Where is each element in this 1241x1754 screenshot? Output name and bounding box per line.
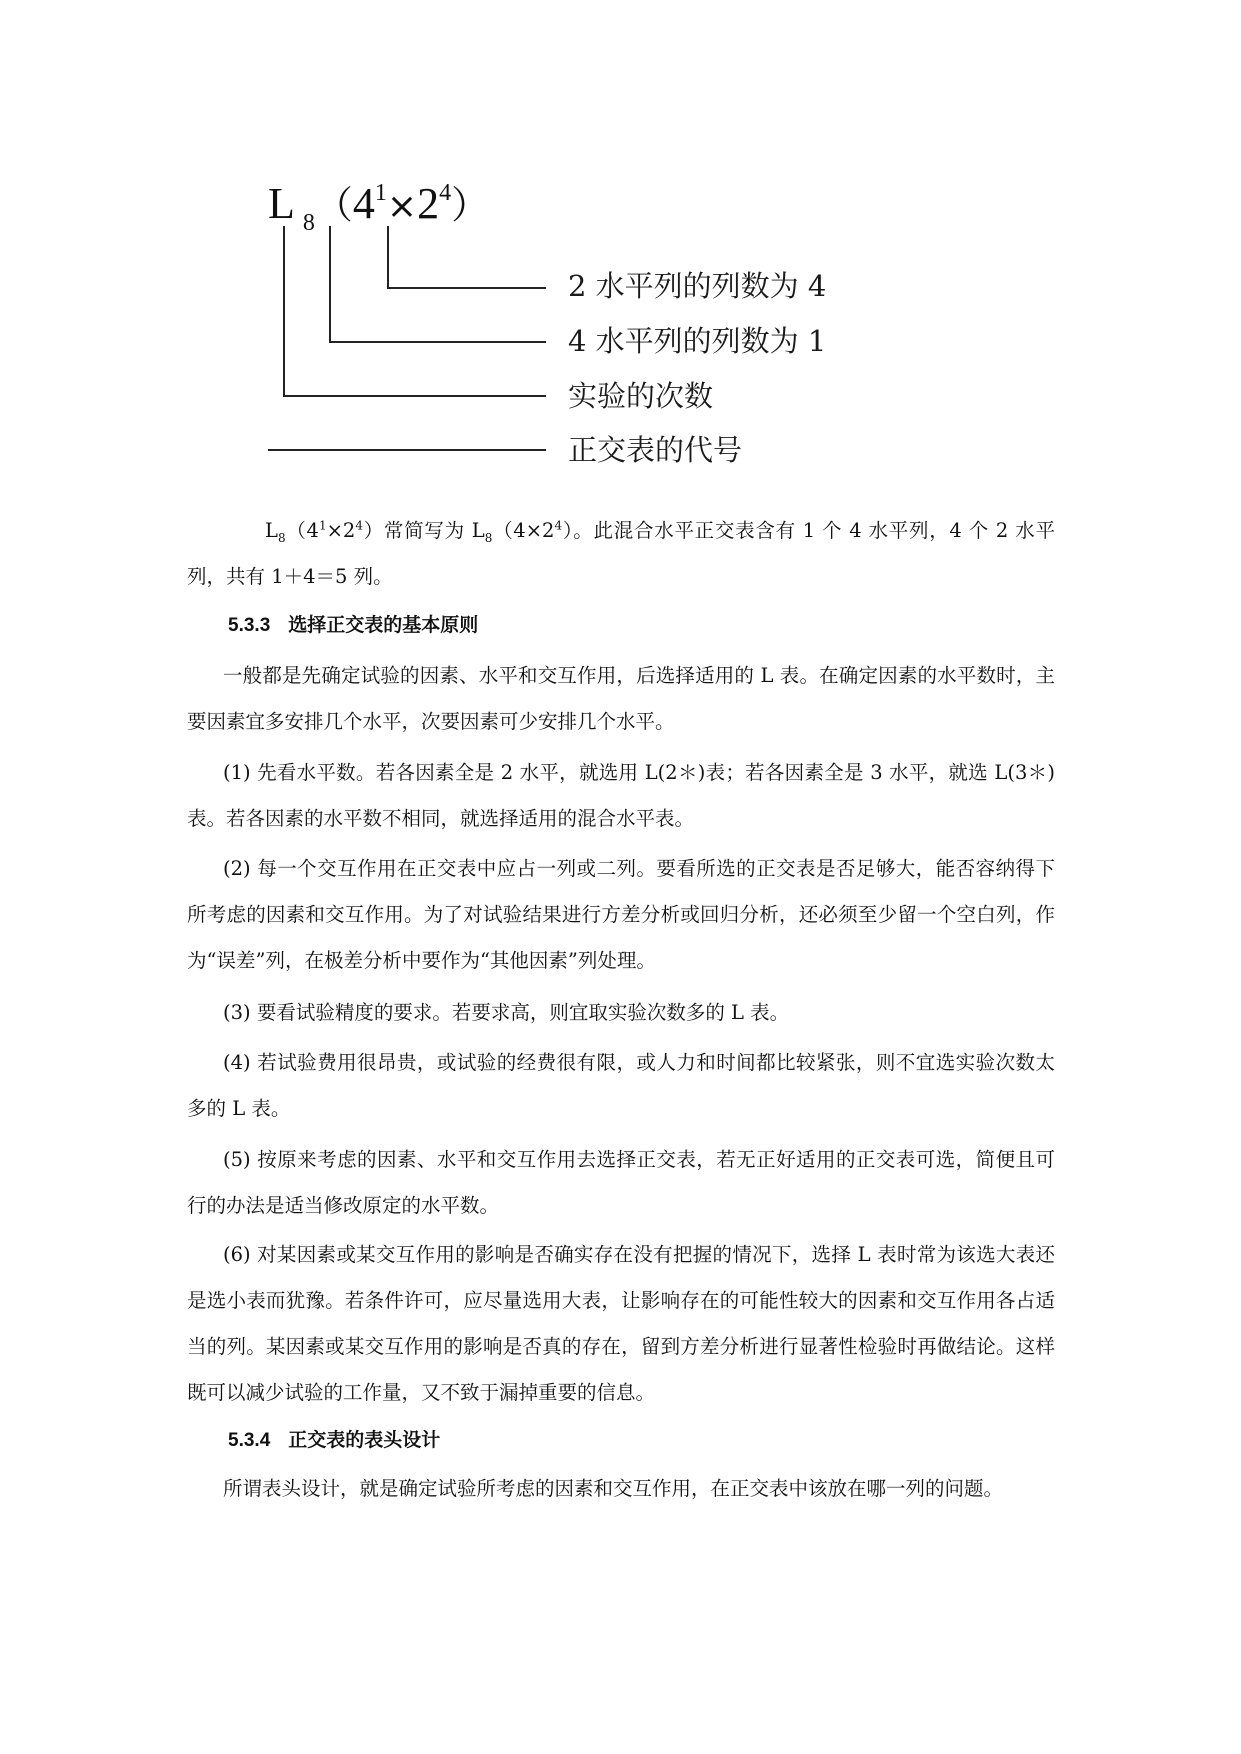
bracket-line-2-level (388, 226, 546, 288)
p1-text-e: ×2 (326, 519, 356, 542)
callout-2-level-columns: 2 水平列的列数为 4 (568, 269, 827, 303)
bracket-line-code (268, 226, 546, 450)
p1-sup-4b: 4 (554, 518, 563, 533)
paragraph-rule-6: (6) 对某因素或某交互作用的影响是否确实存在没有把握的情况下，选择 L 表时常为该选大表还是选小表而犹豫。若条件许可，应尽量选用大表，让影响存在的可能性较大的因素和交互作用各占适当的列。某因素或某交互作用的影响是否真的存在，留到方差分析进行显著性检验时再做结论。这样既可以减少试验的工作量，又不致于漏掉重要的信息。 (187, 1243, 1055, 1404)
formula-exp2: 4 (439, 180, 452, 206)
formula-base2: 2 (417, 179, 440, 228)
p1-sup-4: 4 (355, 518, 363, 533)
p1-text-g: ）常简写为 L (362, 519, 485, 542)
paragraph-general: 一般都是先确定试验的因素、水平和交互作用，后选择适用的 L 表。在确定因素的水平数时，主要因素宜多安排几个水平，次要因素可少安排几个水平。 (187, 664, 1055, 733)
p1-text-k: ）。此混合水平正交表含有 1 个 4 水平列，4 个 2 水平列，共有 1＋4＝5 列。 (187, 519, 1055, 588)
section-heading-5-3-3 (228, 611, 478, 641)
callout-table-code: 正交表的代号 (568, 433, 743, 467)
section-number: 5.3.4 (228, 1430, 271, 1451)
bracket-line-runs (284, 226, 546, 396)
formula-times: × (386, 186, 418, 227)
p1-sup-1: 1 (318, 518, 327, 533)
paragraph-rule-2: (2) 每一个交互作用在正交表中应占一列或二列。要看所选的正交表是否足够大，能否容纳得下所考虑的因素和交互作用。为了对试验结果进行方差分析或回归分析，还必须至少留一个空白列，作为“误差”列，在极差分析中要作为“其他因素”列处理。 (187, 857, 1055, 972)
section-number: 5.3.3 (228, 615, 271, 636)
section-title: 选择正交表的基本原则 (288, 615, 479, 636)
formula-subscript: 8 (302, 210, 315, 236)
callout-4-level-columns: 4 水平列的列数为 1 (568, 324, 827, 358)
p1-sub-8: 8 (277, 530, 286, 545)
formula-base1: 4 (352, 179, 375, 228)
p1-text-i: （4×2 (492, 519, 555, 542)
paragraph-rule-4: (4) 若试验费用很昂贵，或试验的经费很有限，或人力和时间都比较紧张，则不宜选实验次数太多的 L 表。 (187, 1051, 1055, 1120)
section-heading-5-3-4 (228, 1426, 440, 1456)
paragraph-rule-1: (1) 先看水平数。若各因素全是 2 水平，就选用 L(2＊)表；若各因素全是 3 水平，就选 L(3＊)表。若各因素的水平数不相同，就选择适用的混合水平表。 (187, 761, 1055, 830)
formula-open-paren: （ (314, 183, 353, 227)
formula-base: L (268, 179, 295, 228)
formula-close-paren: ） (451, 183, 490, 227)
section-title: 正交表的表头设计 (288, 1430, 441, 1451)
p1-sub-8b: 8 (484, 530, 493, 545)
p1-text-a: L (265, 519, 278, 542)
paragraph-rule-5: (5) 按原来考虑的因素、水平和交互作用去选择正交表，若无正好适用的正交表可选，简便且可行的办法是适当修改原定的水平数。 (187, 1148, 1055, 1217)
notation-diagram (268, 178, 888, 478)
paragraph-rule-3: (3) 要看试验精度的要求。若要求高，则宜取实验次数多的 L 表。 (223, 1001, 790, 1024)
bracket-line-4-level (330, 226, 546, 342)
formula-exp1: 1 (374, 180, 387, 206)
callout-run-count: 实验的次数 (568, 379, 714, 413)
p1-text-c: （4 (285, 519, 319, 542)
paragraph-header-design: 所谓表头设计，就是确定试验所考虑的因素和交互作用，在正交表中该放在哪一列的问题。 (223, 1477, 1004, 1500)
paragraph-notation-explain (187, 508, 1055, 600)
